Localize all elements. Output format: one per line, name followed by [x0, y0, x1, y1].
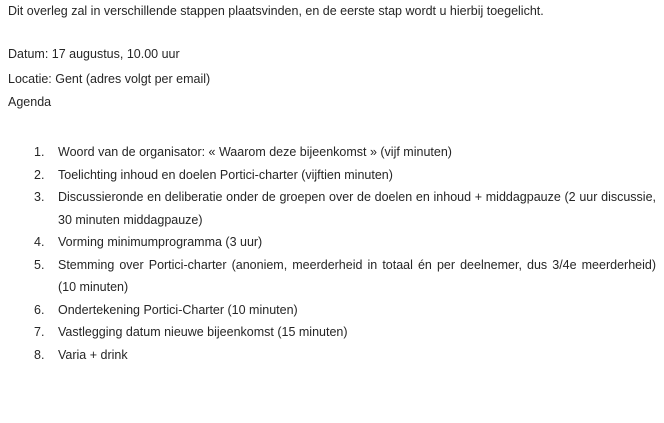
agenda-item-number: 5. [34, 257, 45, 272]
agenda-item [0, 299, 664, 322]
agenda-item-number: 1. [34, 145, 45, 159]
agenda-item-text: Vastlegging datum nieuwe bijeenkomst (15 minuten) [58, 325, 348, 339]
agenda-item-number: 7. [34, 325, 45, 339]
agenda-item [0, 164, 664, 187]
agenda-item-text: Woord van de organisator: « Waarom deze bijeenkomst » (vijf minuten) [58, 145, 452, 159]
agenda-item-text: Stemming over Portici-charter (anoniem, meerderheid in totaal én per deelnemer, dus 3/4e meerderheid) (10 minuten) [58, 257, 656, 294]
agenda-item [0, 344, 664, 367]
agenda-item-number: 2. [34, 167, 45, 182]
intro-text: Dit overleg zal in verschillende stappen plaatsvinden, en de eerste stap wordt u hierbij toegelicht. [8, 4, 544, 18]
agenda-item-text: Varia + drink [58, 347, 128, 362]
agenda-list [0, 141, 664, 366]
date-line: Datum: 17 augustus, 10.00 uur [8, 47, 180, 61]
agenda-item [0, 231, 664, 254]
agenda-item [0, 254, 664, 299]
agenda-item-number: 4. [34, 235, 45, 249]
agenda-item-text: Toelichting inhoud en doelen Portici-charter (vijftien minuten) [58, 167, 393, 182]
agenda-item-number: 8. [34, 347, 45, 362]
agenda-item-text: Ondertekening Portici-Charter (10 minuten) [58, 302, 298, 317]
agenda-item-number: 3. [34, 190, 45, 204]
agenda-item [0, 186, 664, 231]
agenda-item [0, 321, 664, 344]
agenda-item-number: 6. [34, 302, 45, 317]
agenda-item [0, 141, 664, 164]
agenda-item-text: Vorming minimumprogramma (3 uur) [58, 235, 263, 249]
agenda-heading: Agenda [8, 95, 52, 109]
location-line: Locatie: Gent (adres volgt per email) [8, 72, 211, 86]
agenda-item-text: Discussieronde en deliberatie onder de groepen over de doelen en inhoud + middagpauze (2 uur discussie, 30 minuten middagpauze) [58, 190, 656, 227]
